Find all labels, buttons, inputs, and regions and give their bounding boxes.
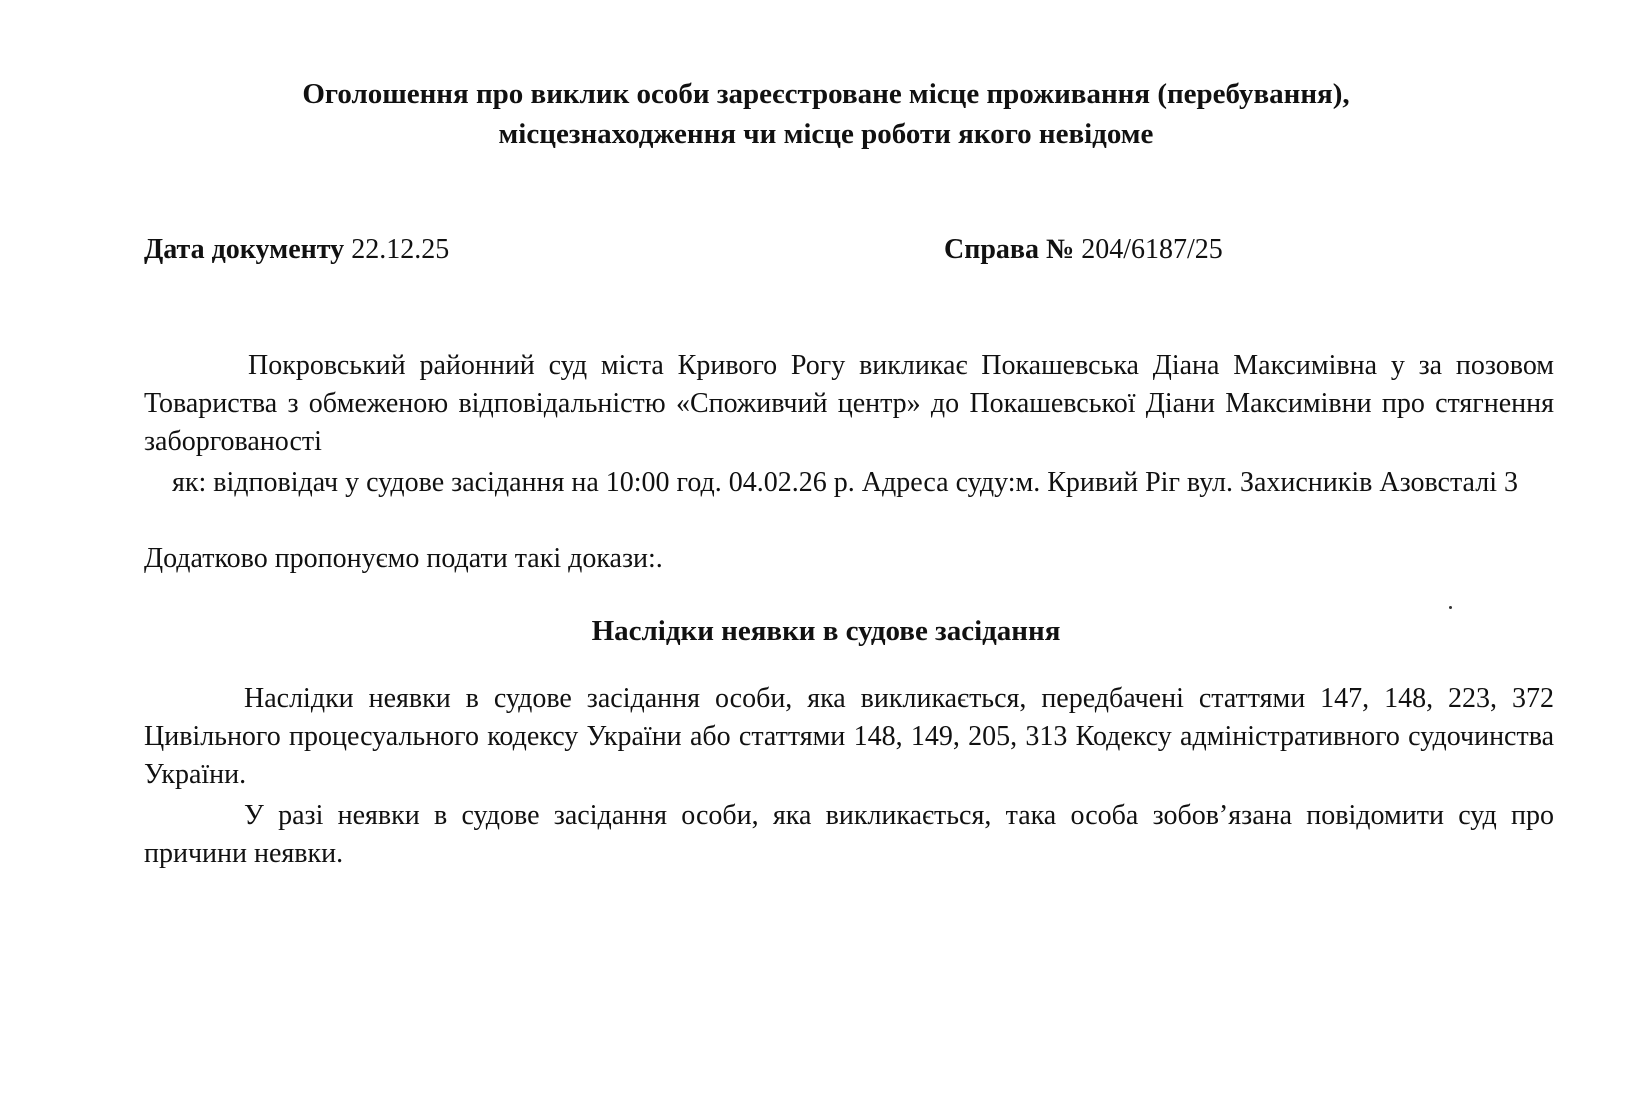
case-value: 204/6187/25 — [1081, 234, 1223, 265]
notification-paragraph: У разі неявки в судове засідання особи, яка викликається, така особа зобов’язана повідомити суд про причини неявки. — [144, 800, 1554, 869]
hearing-details-paragraph: як: відповідач у судове засідання на 10:00 год. 04.02.26 р. Адреса суду:м. Кривий Ріг вул. Захисників Азовсталі 3 — [172, 467, 1518, 498]
case-label: Справа № — [944, 234, 1075, 265]
evidence-paragraph: Додатково пропонуємо подати такі докази:. — [144, 543, 663, 574]
consequences-paragraph: Наслідки неявки в судове засідання особи, яка викликається, передбачені статтями 147, 148, 223, 372 Цивільного процесуального кодексу України або статтями 148, 149, 205, 313 Кодексу адміністративного судочинства України. — [144, 683, 1554, 790]
scan-artifact-dot — [1449, 606, 1452, 609]
summons-paragraph: Покровський районний суд міста Кривого Рогу викликає Покашевська Діана Максимівна у за позовом Товариства з обмеженою відповідальністю «Споживчий центр» до Покашевської Діани Максимівни про стягнення заборгованості — [144, 350, 1554, 457]
section-heading: Наслідки неявки в судове засідання — [591, 615, 1061, 647]
document-date — [144, 232, 449, 268]
document-title — [0, 74, 1652, 154]
title-line-1: Оголошення про виклик особи зареєстроване місце проживання (перебування), — [302, 78, 1350, 110]
date-value: 22.12.25 — [351, 234, 450, 265]
date-label: Дата документу — [144, 234, 345, 265]
title-line-2: місцезнаходження чи місце роботи якого невідоме — [498, 118, 1154, 150]
case-number — [944, 232, 1223, 268]
